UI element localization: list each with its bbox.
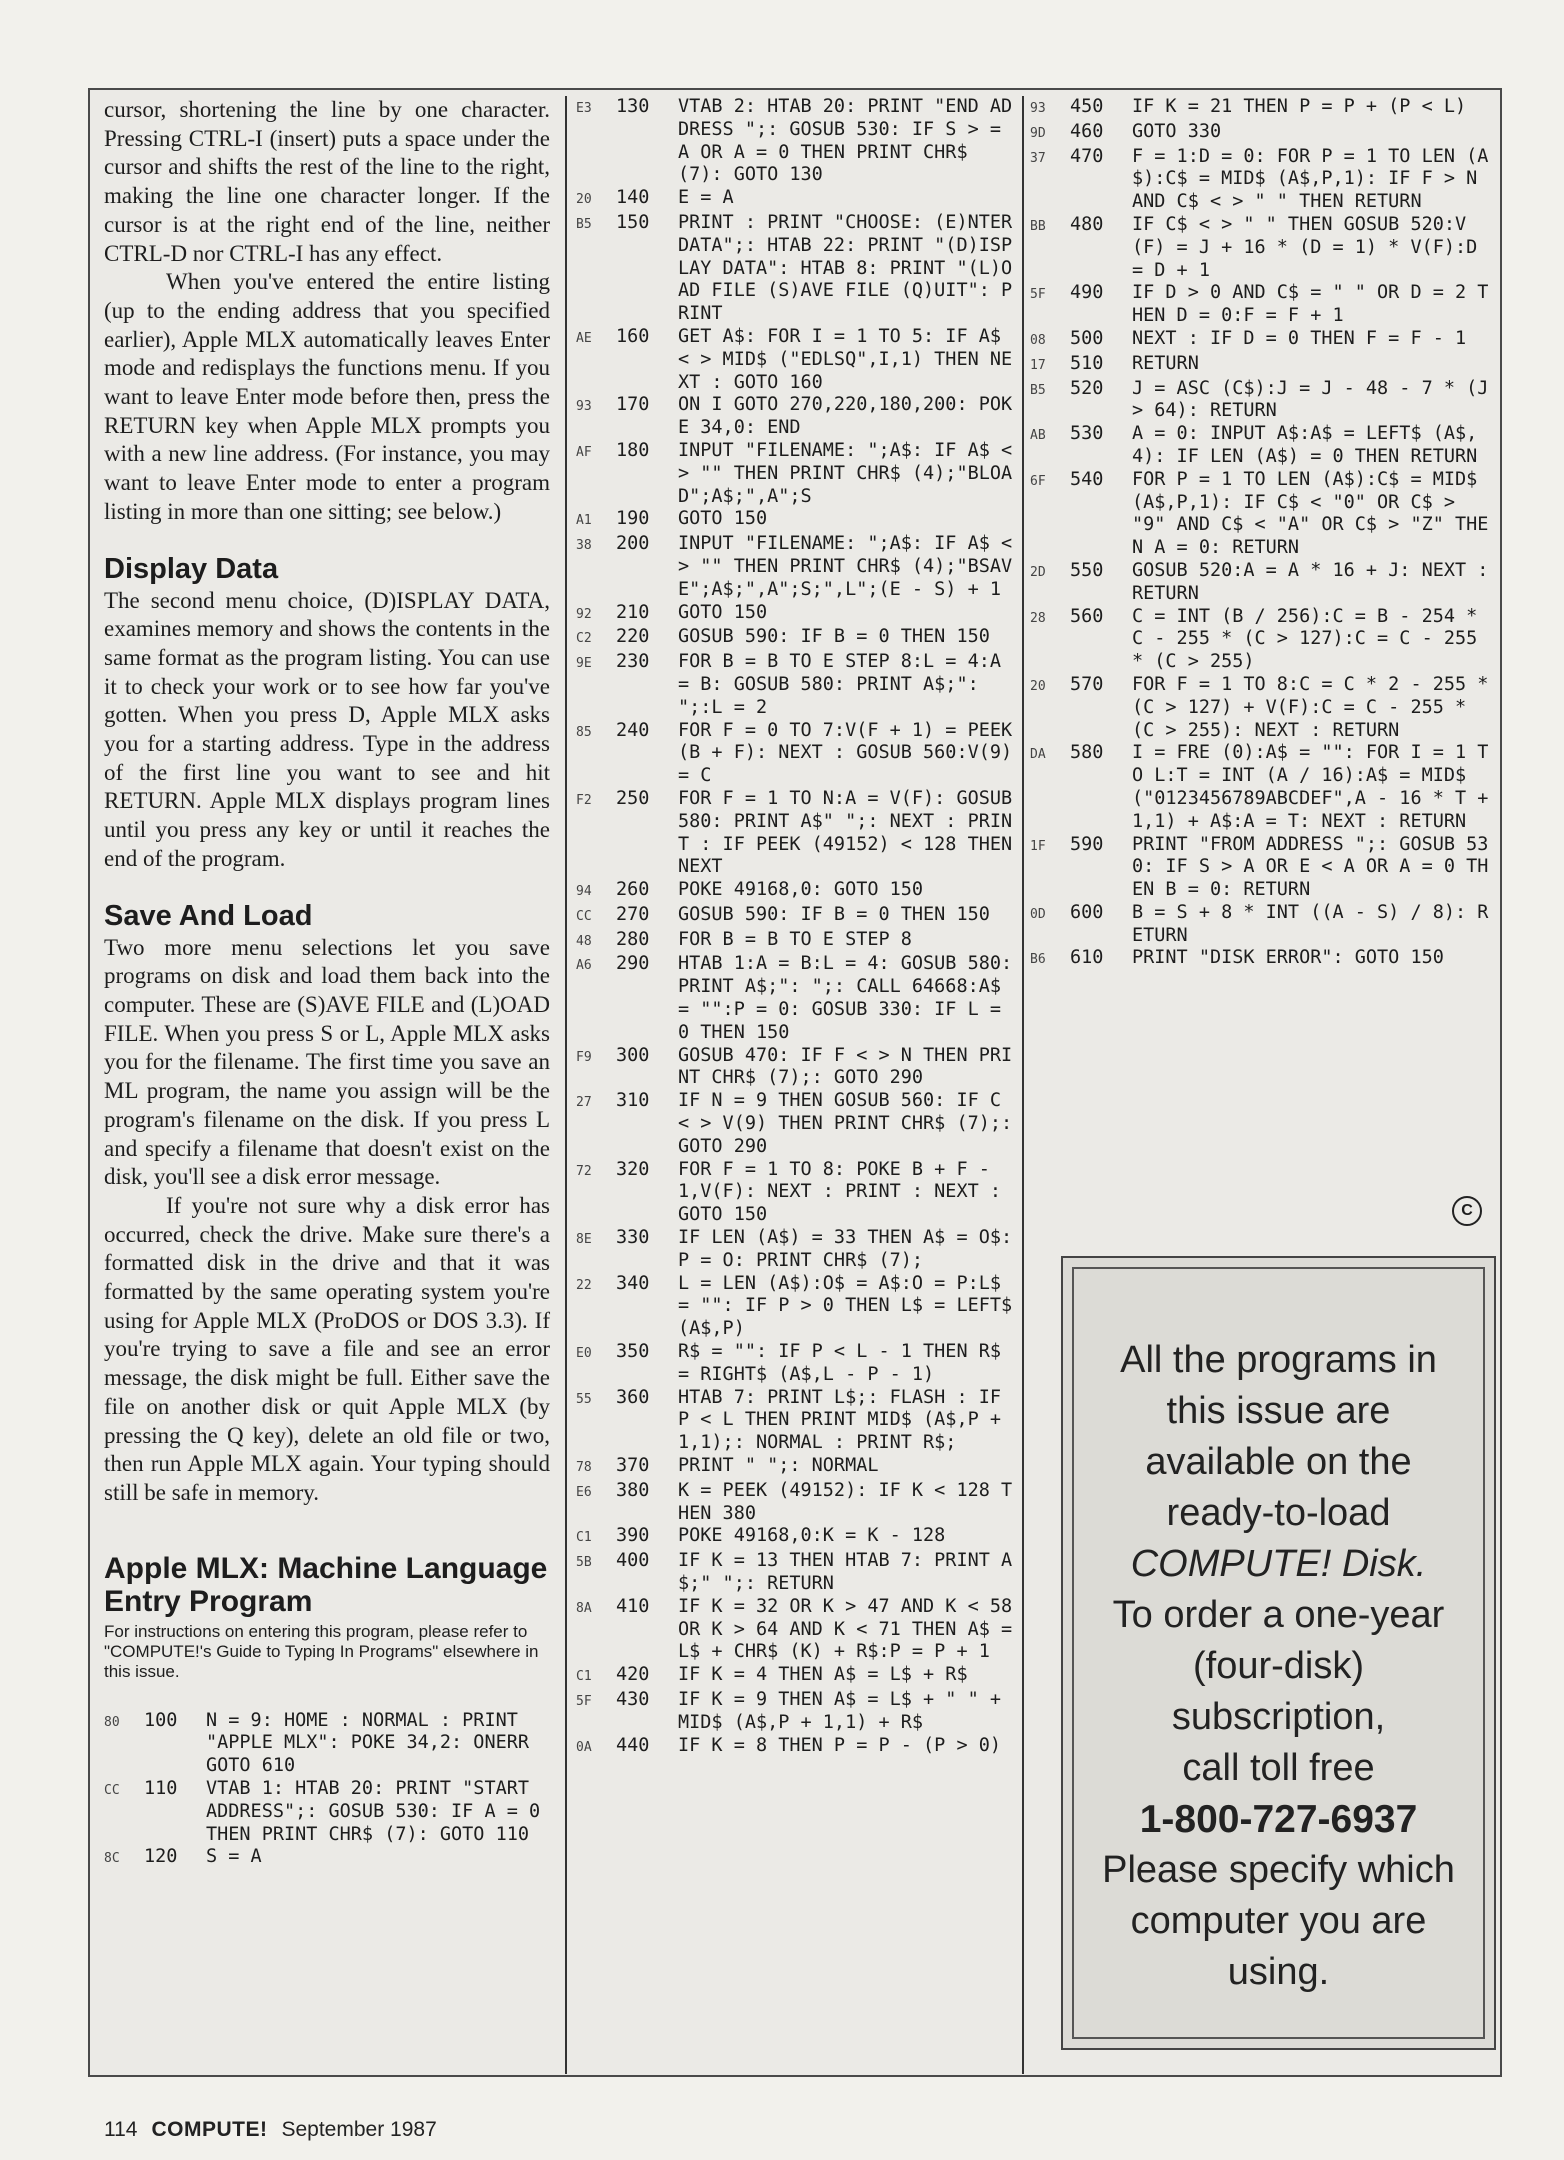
checksum: 48 — [576, 933, 592, 949]
checksum: 08 — [1030, 332, 1046, 348]
copyright-icon: C — [1452, 1196, 1482, 1226]
basic-statement: B = S + 8 * INT ((A - S) / 8): RETURN — [1132, 901, 1489, 946]
magazine-name: COMPUTE! — [151, 2118, 268, 2141]
checksum: 94 — [576, 884, 592, 900]
line-number: 590 — [1070, 833, 1104, 855]
basic-statement: VTAB 2: HTAB 20: PRINT "END ADDRESS ";: GOSUB 530: IF S > = A OR A = 0 THEN PRINT CHR$ (7): GOTO 130 — [678, 96, 1013, 186]
line-number: 220 — [616, 626, 650, 648]
code-line — [576, 953, 1024, 1044]
checksum: 6F — [1030, 473, 1046, 489]
basic-statement: FOR F = 1 TO 8: POKE B + F - 1,V(F): NEXT : PRINT : NEXT : GOTO 150 — [678, 1158, 1013, 1226]
line-number: 260 — [616, 879, 650, 901]
line-number: 310 — [616, 1090, 650, 1112]
line-number: 560 — [1070, 605, 1104, 627]
line-number: 200 — [616, 533, 650, 555]
line-number: 250 — [616, 787, 650, 809]
basic-statement: PRINT "DISK ERROR": GOTO 150 — [1132, 947, 1444, 969]
line-number: 290 — [616, 953, 650, 975]
line-number: 240 — [616, 719, 650, 741]
page-number: 114 — [104, 2118, 138, 2141]
code-line — [576, 1595, 1024, 1664]
code-line — [1030, 121, 1498, 146]
basic-statement: FOR B = B TO E STEP 8 — [678, 928, 912, 950]
ad-line: computer you are — [1130, 1900, 1427, 1942]
basic-statement: IF LEN (A$) = 33 THEN A$ = O$:P = O: PRINT CHR$ (7); — [678, 1227, 1013, 1271]
line-number: 210 — [616, 601, 650, 623]
basic-statement: FOR F = 0 TO 7:V(F + 1) = PEEK (B + F): NEXT : GOSUB 560:V(9) = C — [678, 719, 1024, 787]
checksum: AF — [576, 444, 592, 460]
code-line — [576, 533, 1024, 601]
code-line — [1030, 560, 1498, 606]
line-number: 150 — [616, 211, 650, 233]
basic-statement: A = 0: INPUT A$:A$ = LEFT$ (A$,4): IF LEN (A$) = 0 THEN RETURN — [1132, 423, 1478, 467]
line-number: 570 — [1070, 673, 1104, 695]
code-line — [576, 1525, 1021, 1550]
checksum: 37 — [1030, 150, 1046, 166]
code-line — [1030, 282, 1498, 328]
code-line — [576, 1272, 1024, 1341]
code-line — [1030, 674, 1498, 742]
basic-statement: IF D > 0 AND C$ = " " OR D = 2 THEN D = 0:F = F + 1 — [1132, 282, 1489, 327]
checksum: 92 — [576, 606, 592, 622]
checksum: 8A — [576, 1600, 592, 1616]
checksum: E6 — [576, 1484, 592, 1500]
checksum: F2 — [576, 792, 592, 808]
checksum: AE — [576, 330, 592, 346]
line-number: 320 — [616, 1158, 650, 1180]
basic-statement: VTAB 1: HTAB 20: PRINT "START ADDRESS";: GOSUB 530: IF A = 0 THEN PRINT CHR$ (7): GOTO 110 — [206, 1778, 552, 1845]
basic-statement: GOSUB 470: IF F < > N THEN PRINT CHR$ (7);: GOTO 290 — [678, 1044, 1013, 1089]
code-line — [576, 651, 1021, 719]
code-line — [576, 1341, 1021, 1387]
code-line — [576, 626, 1021, 651]
line-number: 420 — [616, 1664, 650, 1686]
section-heading-save-and-load: Save And Load — [104, 899, 313, 932]
checksum: F9 — [576, 1049, 592, 1065]
checksum: C2 — [576, 631, 592, 647]
checksum: 20 — [576, 192, 592, 208]
checksum: AB — [1030, 428, 1046, 444]
line-number: 390 — [616, 1525, 650, 1547]
disk-ad-text — [1072, 1267, 1485, 2039]
checksum: 1F — [1030, 838, 1046, 854]
basic-statement: INPUT "FILENAME: ";A$: IF A$ < > "" THEN PRINT CHR$ (4);"BLOAD";A$;",A";S — [678, 439, 1024, 507]
line-number: 130 — [616, 96, 650, 117]
basic-statement: GOTO 150 — [678, 601, 768, 623]
column-divider — [1022, 96, 1024, 2074]
basic-statement: J = ASC (C$):J = J - 48 - 7 * (J > 64): RETURN — [1132, 377, 1500, 422]
checksum: 8E — [576, 1232, 592, 1248]
checksum: 85 — [576, 724, 592, 740]
code-column-2 — [576, 96, 1024, 2064]
line-number: 440 — [616, 1734, 650, 1756]
checksum: B5 — [1030, 382, 1046, 398]
checksum: CC — [576, 908, 592, 924]
code-line — [576, 602, 1021, 627]
code-line — [576, 439, 1024, 508]
basic-statement: IF K = 21 THEN P = P + (P < L) — [1132, 96, 1467, 117]
checksum: B6 — [1030, 952, 1046, 968]
line-number: 540 — [1070, 468, 1104, 490]
code-line — [576, 326, 1021, 394]
line-number: 490 — [1070, 282, 1104, 304]
code-listing-part-1 — [104, 1710, 550, 1872]
line-number: 600 — [1070, 901, 1104, 923]
checksum: 72 — [576, 1163, 592, 1179]
checksum: BB — [1030, 218, 1046, 234]
ad-line: Please specify which — [1102, 1849, 1455, 1891]
basic-statement: IF K = 32 OR K > 47 AND K < 58 OR K > 64 AND K < 71 THEN A$ = L$ + CHR$ (K) + R$:P = P + 1 — [678, 1595, 1024, 1663]
code-line — [1030, 378, 1498, 424]
code-line — [1030, 947, 1498, 972]
paragraph: If you're not sure why a disk error has occurred, check the drive. Make sure there's a formatted disk in the drive and that it was formatted by the same operating system you're using for Apple MLX (ProDOS or DOS 3.3). If you're trying to save a file and see an error message, the disk might be full. Either save the file on another disk or quit Apple MLX (by pressing the Q key), delete an old file or two, then run Apple MLX again. Your typing should still be safe in memory. — [104, 1192, 550, 1505]
line-number: 450 — [1070, 96, 1104, 117]
code-line — [576, 211, 1024, 326]
line-number: 100 — [144, 1709, 178, 1731]
line-number: 360 — [616, 1386, 650, 1408]
ad-line: available on the — [1145, 1441, 1412, 1483]
ad-phone-number: 1-800-727-6937 — [1139, 1798, 1418, 1841]
basic-statement: FOR F = 1 TO N:A = V(F): GOSUB 580: PRINT A$" ";: NEXT : PRINT : IF PEEK (49152) < 128 THEN NEXT — [678, 787, 1024, 878]
line-number: 370 — [616, 1455, 650, 1477]
line-number: 170 — [616, 394, 650, 416]
checksum: 5F — [576, 1693, 592, 1709]
page-footer — [104, 2118, 437, 2142]
basic-statement: GOTO 330 — [1132, 120, 1222, 142]
basic-statement: POKE 49168,0: GOTO 150 — [678, 879, 924, 901]
code-line — [576, 1045, 1021, 1091]
program-note: For instructions on entering this program, please refer to "COMPUTE!'s Guide to Typing In Programs" elsewhere in this issue. — [104, 1621, 539, 1681]
code-line — [1030, 423, 1498, 469]
basic-statement: RETURN — [1132, 352, 1199, 374]
ad-line: ready-to-load — [1166, 1492, 1391, 1534]
line-number: 580 — [1070, 742, 1104, 764]
checksum: 93 — [576, 399, 592, 415]
basic-statement: GOSUB 590: IF B = 0 THEN 150 — [678, 903, 990, 925]
code-line — [576, 1227, 1021, 1273]
line-number: 300 — [616, 1044, 650, 1066]
checksum: 55 — [576, 1391, 592, 1407]
paragraph: The second menu choice, (D)ISPLAY DATA, examines memory and shows the contents in the same format as the program listing. You can use it to check your work or to see how far you've gotten. When you press D, Apple MLX asks you for a starting address. Type in the address of the first line you want to see and hit RETURN. Apple MLX displays program lines until you press any key or until it reaches the end of the program. — [104, 587, 550, 871]
line-number: 480 — [1070, 213, 1104, 235]
line-number: 470 — [1070, 145, 1104, 167]
checksum: A1 — [576, 513, 592, 529]
checksum: A6 — [576, 958, 592, 974]
basic-statement: IF K = 4 THEN A$ = L$ + R$ — [678, 1664, 968, 1686]
checksum: 0D — [1030, 906, 1046, 922]
basic-statement: N = 9: HOME : NORMAL : PRINT "APPLE MLX": POKE 34,2: ONERR GOTO 610 — [206, 1709, 541, 1777]
basic-statement: S = A — [206, 1846, 262, 1868]
line-number: 270 — [616, 903, 650, 925]
line-number: 520 — [1070, 377, 1104, 399]
checksum: 38 — [576, 538, 592, 554]
line-number: 460 — [1070, 120, 1104, 142]
code-line — [576, 1689, 1021, 1735]
line-number: 610 — [1070, 947, 1104, 969]
basic-statement: IF N = 9 THEN GOSUB 560: IF C < > V(9) THEN PRINT CHR$ (7);: GOTO 290 — [678, 1090, 1024, 1157]
line-number: 530 — [1070, 423, 1104, 445]
line-number: 340 — [616, 1272, 650, 1294]
line-number: 510 — [1070, 352, 1104, 374]
checksum: 28 — [1030, 610, 1046, 626]
code-line — [1030, 328, 1498, 353]
basic-statement: IF K = 8 THEN P = P - (P > 0) — [678, 1734, 1002, 1756]
code-line — [576, 1550, 1021, 1596]
line-number: 400 — [616, 1550, 650, 1572]
ad-line: To order a one-year — [1112, 1594, 1445, 1636]
line-number: 190 — [616, 508, 650, 530]
checksum: 0A — [576, 1739, 592, 1755]
basic-statement: IF K = 9 THEN A$ = L$ + " " + MID$ (A$,P + 1,1) + R$ — [678, 1688, 1013, 1733]
paragraph: cursor, shortening the line by one character. Pressing CTRL-I (insert) puts a space under the cursor and shifts the rest of the line to the right, making the line one character longer. If the cursor is at the right end of the line, neither CTRL-D nor CTRL-I has any effect. — [104, 97, 550, 266]
checksum: 22 — [576, 1277, 592, 1293]
code-line — [576, 1455, 1021, 1480]
code-line — [1030, 214, 1498, 282]
checksum: 2D — [1030, 564, 1046, 580]
basic-statement: GOSUB 520:A = A * 16 + J: NEXT : RETURN — [1132, 559, 1500, 604]
checksum: 8C — [104, 1851, 120, 1867]
checksum: 80 — [104, 1714, 120, 1730]
code-line — [576, 904, 1021, 929]
line-number: 410 — [616, 1595, 650, 1617]
code-line — [576, 394, 1021, 440]
basic-statement: R$ = "": IF P < L - 1 THEN R$ = RIGHT$ (A$,L - P - 1) — [678, 1341, 1013, 1385]
column-divider — [565, 96, 567, 2074]
code-line — [576, 1387, 1021, 1455]
line-number: 180 — [616, 439, 650, 461]
basic-statement: HTAB 1:A = B:L = 4: GOSUB 580: PRINT A$;": ";: CALL 64668:A$ = "":P = 0: GOSUB 330: IF L = 0 THEN 150 — [678, 953, 1024, 1043]
checksum: C1 — [576, 1669, 592, 1685]
ad-line: this issue are — [1166, 1390, 1391, 1432]
basic-statement: K = PEEK (49152): IF K < 128 THEN 380 — [678, 1479, 1013, 1524]
code-line — [1030, 902, 1498, 948]
basic-statement: FOR P = 1 TO LEN (A$):C$ = MID$ (A$,P,1): IF C$ < "0" OR C$ > "9" AND C$ < "A" OR C$ > "Z" THEN A = 0: RETURN — [1132, 468, 1489, 559]
basic-statement: HTAB 7: PRINT L$;: FLASH : IF P < L THEN PRINT MID$ (A$,P + 1,1);: NORMAL : PRINT R$; — [678, 1386, 1013, 1454]
line-number: 160 — [616, 325, 650, 347]
basic-statement: PRINT "FROM ADDRESS ";: GOSUB 530: IF S > A OR E < A OR A = 0 THEN B = 0: RETURN — [1132, 833, 1489, 901]
line-number: 550 — [1070, 559, 1104, 581]
checksum: C1 — [576, 1530, 592, 1546]
basic-statement: IF C$ < > " " THEN GOSUB 520:V(F) = J + 16 * (D = 1) * V(F):D = D + 1 — [1132, 213, 1489, 281]
checksum: B5 — [576, 216, 592, 232]
basic-statement: C = INT (B / 256):C = B - 254 * C - 255 * (C > 127):C = C - 255 * (C > 255) — [1132, 605, 1489, 673]
code-line — [1030, 469, 1498, 560]
line-number: 230 — [616, 651, 650, 673]
code-line — [104, 1710, 550, 1778]
basic-statement: INPUT "FILENAME: ";A$: IF A$ < > "" THEN PRINT CHR$ (4);"BSAVE";A$;",A";S;",L";(E - S) + 1 — [678, 533, 1024, 600]
basic-statement: POKE 49168,0:K = K - 128 — [678, 1525, 946, 1547]
checksum: E0 — [576, 1346, 592, 1362]
checksum: DA — [1030, 747, 1046, 763]
ad-line: subscription, — [1171, 1696, 1386, 1738]
checksum: 5B — [576, 1555, 592, 1571]
code-line — [576, 1090, 1024, 1158]
checksum: E3 — [576, 101, 592, 116]
paragraph: When you've entered the entire listing (up to the ending address that you specified earlier), Apple MLX automatically leaves Enter mode and redisplays the functions menu. If you want to leave Enter mode before then, press the RETURN key when Apple MLX prompts you with a new line address. (For instance, you may want to leave Enter mode to enter a program listing in more than one sitting; see below.) — [104, 269, 550, 524]
code-line — [576, 719, 1024, 788]
line-number: 350 — [616, 1341, 650, 1363]
code-line — [576, 1159, 1021, 1227]
code-line — [576, 929, 1021, 954]
checksum: 17 — [1030, 357, 1046, 373]
code-line — [576, 1480, 1021, 1526]
basic-statement: GET A$: FOR I = 1 TO 5: IF A$ < > MID$ ("EDLSQ",I,1) THEN NEXT : GOTO 160 — [678, 325, 1013, 393]
ad-line: (four-disk) — [1192, 1645, 1365, 1687]
program-heading: Apple MLX: Machine Language Entry Program — [104, 1551, 548, 1618]
code-line — [1030, 146, 1498, 214]
checksum: 93 — [1030, 101, 1046, 116]
basic-statement: GOSUB 590: IF B = 0 THEN 150 — [678, 626, 990, 648]
basic-statement: IF K = 13 THEN HTAB 7: PRINT A$;" ";: RETURN — [678, 1550, 1013, 1594]
code-line — [576, 1735, 1021, 1760]
ad-line: using. — [1227, 1951, 1330, 1993]
basic-statement: F = 1:D = 0: FOR P = 1 TO LEN (A$):C$ = MID$ (A$,P,1): IF F > N AND C$ < > " " THEN RETURN — [1132, 145, 1489, 213]
checksum: 27 — [576, 1095, 592, 1111]
basic-statement: E = A — [678, 187, 734, 209]
code-line — [104, 1778, 550, 1846]
basic-statement: PRINT : PRINT "CHOOSE: (E)NTER DATA";: HTAB 22: PRINT "(D)ISPLAY DATA": HTAB 8: PRINT "(L)OAD FILE (S)AVE FILE (Q)UIT": PRINT — [678, 211, 1024, 325]
line-number: 330 — [616, 1227, 650, 1249]
basic-statement: ON I GOTO 270,220,180,200: POKE 34,0: END — [678, 394, 1013, 439]
ad-line: All the programs in — [1120, 1339, 1437, 1381]
checksum: CC — [104, 1783, 120, 1799]
checksum: 78 — [576, 1460, 592, 1476]
code-line — [576, 1664, 1021, 1689]
checksum: 5F — [1030, 287, 1046, 303]
issue-date: September 1987 — [281, 2118, 437, 2141]
code-listing-part-2 — [576, 96, 1024, 1759]
basic-statement: I = FRE (0):A$ = "": FOR I = 1 TO L:T = INT (A / 16):A$ = MID$ ("0123456789ABCDEF",A - 16 * T + 1,1) + A$:A = T: NEXT : RETURN — [1132, 742, 1500, 832]
checksum: 20 — [1030, 678, 1046, 694]
code-line — [576, 508, 1021, 533]
code-line — [1030, 96, 1498, 121]
code-line — [1030, 606, 1498, 674]
code-line — [104, 1846, 550, 1871]
basic-statement: FOR B = B TO E STEP 8:L = 4:A = B: GOSUB 580: PRINT A$;": ";:L = 2 — [678, 651, 1013, 718]
code-line — [1030, 353, 1498, 378]
line-number: 280 — [616, 928, 650, 950]
code-line — [576, 96, 1021, 187]
line-number: 140 — [616, 187, 650, 209]
section-heading-display-data: Display Data — [104, 552, 279, 585]
paragraph: Two more menu selections let you save programs on disk and load them back into the computer. These are (S)AVE FILE and (L)OAD FILE. When you press S or L, Apple MLX asks you for the filename. The first time you save an ML program, the name you assign will be the program's filename on the disk. If you press L and specify a filename that doesn't exist on the disk, you'll see a disk error message. — [104, 934, 550, 1190]
code-line — [576, 879, 1021, 904]
text-column-1 — [104, 96, 550, 2064]
basic-statement: PRINT " ";: NORMAL — [678, 1455, 879, 1477]
line-number: 430 — [616, 1688, 650, 1710]
ad-line: COMPUTE! Disk. — [1130, 1543, 1427, 1585]
code-line — [1030, 742, 1498, 833]
checksum: 9E — [576, 656, 592, 672]
checksum: 9D — [1030, 125, 1046, 141]
line-number: 110 — [144, 1778, 178, 1800]
basic-statement: FOR F = 1 TO 8:C = C * 2 - 255 * (C > 127) + V(F):C = C - 255 * (C > 255): NEXT : RETURN — [1132, 673, 1500, 741]
code-line — [1030, 834, 1498, 902]
line-number: 120 — [144, 1846, 178, 1868]
basic-statement: NEXT : IF D = 0 THEN F = F - 1 — [1132, 327, 1467, 349]
code-listing-part-3 — [1030, 96, 1498, 972]
basic-statement: L = LEN (A$):O$ = A$:O = P:L$ = "": IF P > 0 THEN L$ = LEFT$ (A$,P) — [678, 1272, 1024, 1340]
disk-ad-box — [1061, 1256, 1496, 2050]
basic-statement: GOTO 150 — [678, 508, 768, 530]
line-number: 500 — [1070, 327, 1104, 349]
code-line — [576, 187, 1021, 212]
line-number: 380 — [616, 1479, 650, 1501]
ad-line: call toll free — [1182, 1747, 1375, 1789]
code-line — [576, 787, 1024, 879]
